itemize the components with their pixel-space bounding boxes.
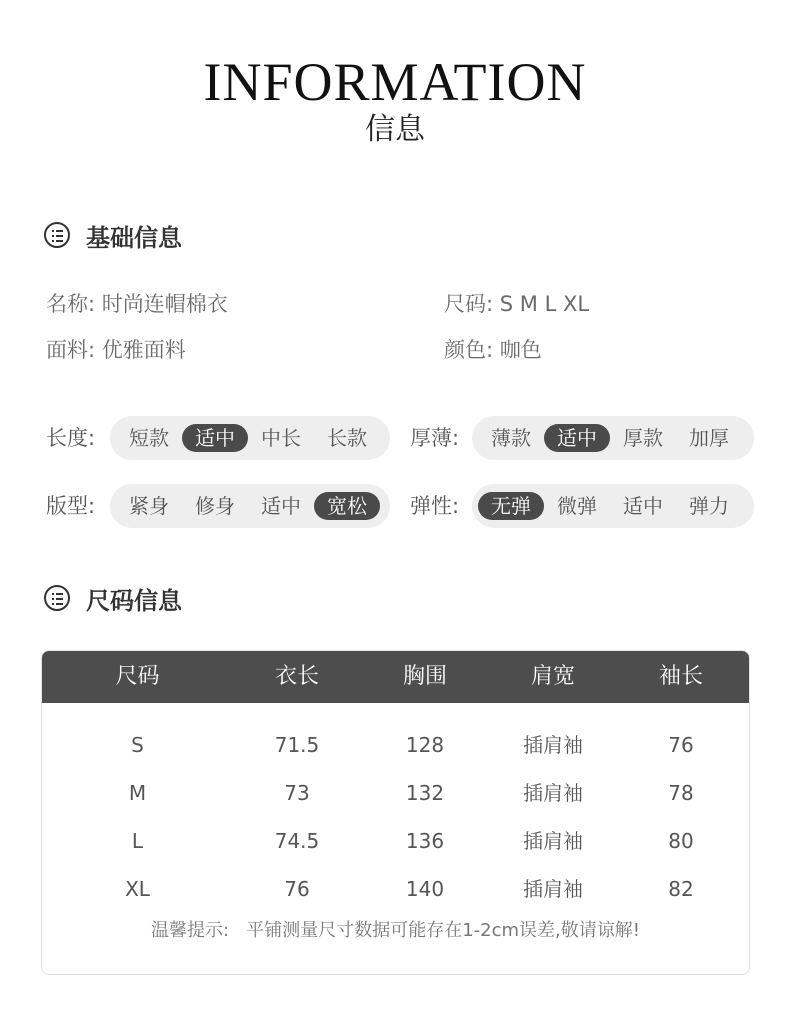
table-cell: 插肩袖 <box>523 781 583 805</box>
table-cell: 插肩袖 <box>523 877 583 901</box>
table-cell: 76 <box>668 733 694 757</box>
length-options <box>110 416 390 460</box>
table-cell: 71.5 <box>274 733 320 757</box>
size-value: S M L XL <box>499 292 590 316</box>
column-header: 衣长 <box>274 664 319 689</box>
table-cell: 78 <box>668 781 694 805</box>
fabric-value: 优雅面料 <box>101 338 186 362</box>
elasticity-option-chip: 适中 <box>623 494 663 518</box>
table-cell: 82 <box>668 877 694 901</box>
fit-option-chip: 修身 <box>195 494 235 518</box>
table-row <box>42 769 749 817</box>
thickness-options <box>472 416 754 460</box>
table-cell: 136 <box>405 829 445 853</box>
table-cell: 76 <box>284 877 310 901</box>
table-cell: 74.5 <box>274 829 320 853</box>
fabric-label: 面料: <box>46 338 96 362</box>
table-cell: 73 <box>284 781 310 805</box>
thickness-option-chip: 加厚 <box>689 426 729 450</box>
size-label: 尺码: <box>444 292 494 316</box>
info-color <box>444 336 542 364</box>
name-label: 名称: <box>46 292 96 316</box>
column-header: 肩宽 <box>530 664 575 689</box>
section-size-header <box>44 582 182 614</box>
table-cell: 140 <box>405 877 445 901</box>
table-cell: 80 <box>668 829 694 853</box>
length-label: 长度: <box>46 426 96 450</box>
length-option-chip: 短款 <box>129 426 169 450</box>
fit-options <box>110 484 390 528</box>
page-title-cn: 信息 <box>365 112 425 147</box>
measurement-tip: 温馨提示: 平铺测量尺寸数据可能存在1-2cm误差,敬请谅解! <box>151 920 640 941</box>
table-cell: 插肩袖 <box>523 733 583 757</box>
section-size-title: 尺码信息 <box>86 586 182 615</box>
table-row <box>42 817 749 865</box>
table-cell: L <box>131 829 144 853</box>
length-option-chip: 中长 <box>261 426 301 450</box>
elasticity-option-chip: 微弹 <box>557 494 597 518</box>
name-value: 时尚连帽棉衣 <box>101 292 228 316</box>
list-icon <box>44 222 70 248</box>
table-cell: M <box>128 781 147 805</box>
page-title-en: INFORMATION <box>203 52 587 112</box>
table-cell: 128 <box>405 733 445 757</box>
color-label: 颜色: <box>444 338 494 362</box>
column-header: 袖长 <box>658 664 703 689</box>
info-fabric <box>46 336 186 364</box>
elasticity-options <box>472 484 754 528</box>
table-cell: 插肩袖 <box>523 829 583 853</box>
fit-option-chip: 宽松 <box>314 492 380 520</box>
column-header: 胸围 <box>402 664 447 689</box>
table-header <box>42 651 749 703</box>
table-body <box>42 703 749 945</box>
elasticity-label: 弹性: <box>410 494 460 518</box>
length-option-chip: 适中 <box>182 424 248 452</box>
table-cell: XL <box>125 877 150 901</box>
fit-option-chip: 紧身 <box>129 494 169 518</box>
column-header: 尺码 <box>115 664 160 689</box>
elasticity-option-chip: 无弹 <box>478 492 544 520</box>
thickness-option-chip: 薄款 <box>491 426 531 450</box>
table-row <box>42 865 749 913</box>
thickness-label: 厚薄: <box>410 426 460 450</box>
table-cell: 132 <box>405 781 445 805</box>
fit-option-chip: 适中 <box>261 494 301 518</box>
section-basic-header <box>44 219 182 251</box>
fit-label: 版型: <box>46 494 96 518</box>
section-basic-title: 基础信息 <box>86 223 182 252</box>
info-name <box>46 290 228 318</box>
thickness-option-chip: 厚款 <box>623 426 663 450</box>
elasticity-option-chip: 弹力 <box>689 494 729 518</box>
table-row <box>42 721 749 769</box>
thickness-option-chip: 适中 <box>544 424 610 452</box>
info-size <box>444 290 589 318</box>
table-cell: S <box>131 733 144 757</box>
list-icon <box>44 585 70 611</box>
color-value: 咖色 <box>499 338 542 362</box>
size-table <box>41 650 750 975</box>
length-option-chip: 长款 <box>327 426 367 450</box>
